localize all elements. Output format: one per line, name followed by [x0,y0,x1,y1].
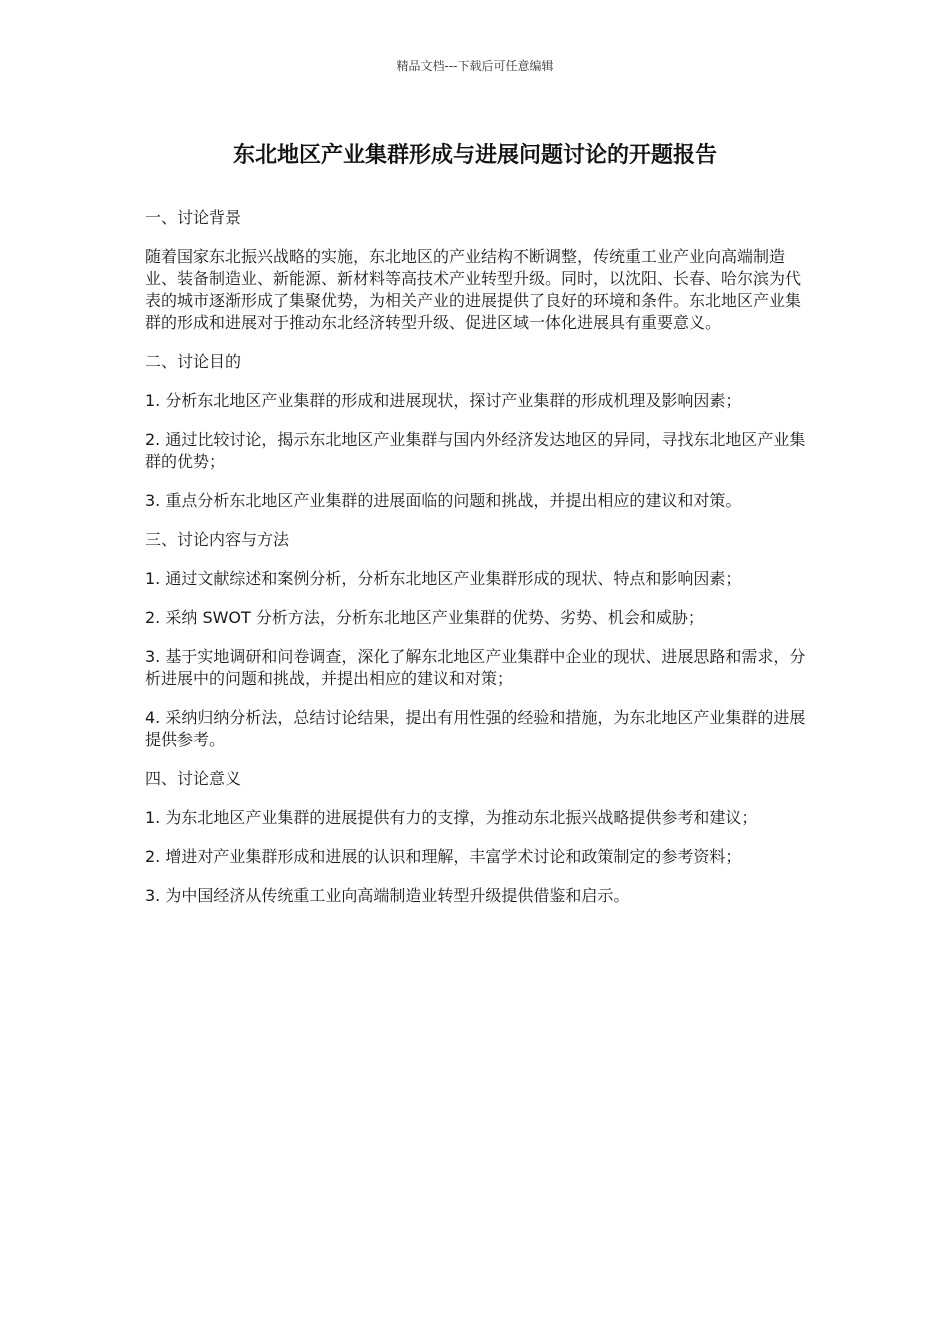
section-heading-methods: 三、讨论内容与方法 [145,530,290,549]
document-body [145,207,810,924]
paragraph-significance-3: 3. 为中国经济从传统重工业向高端制造业转型升级提供借鉴和启示。 [145,886,630,905]
paragraph-purpose-2: 2. 通过比较讨论，揭示东北地区产业集群与国内外经济发达地区的异同，寻找东北地区产业集群的优势； [145,430,806,471]
section-heading-purpose: 二、讨论目的 [145,352,242,371]
document-title: 东北地区产业集群形成与进展问题讨论的开题报告 [232,143,717,168]
paragraph-methods-3: 3. 基于实地调研和问卷调查，深化了解东北地区产业集群中企业的现状、进展思路和需求，分析进展中的问题和挑战，并提出相应的建议和对策； [145,647,806,688]
paragraph-methods-2: 2. 采纳 SWOT 分析方法，分析东北地区产业集群的优势、劣势、机会和威胁； [145,608,704,627]
paragraph-purpose-1: 1. 分析东北地区产业集群的形成和进展现状，探讨产业集群的形成机理及影响因素； [145,391,742,410]
paragraph-background: 随着国家东北振兴战略的实施，东北地区的产业结构不断调整，传统重工业产业向高端制造业、装备制造业、新能源、新材料等高技术产业转型升级。同时，以沈阳、长春、哈尔滨为代表的城市逐渐形成了集聚优势，为相关产业的进展提供了良好的环境和条件。东北地区产业集群的形成和进展对于推动东北经济转型升级、促进区域一体化进展具有重要意义。 [145,247,802,332]
section-heading-significance: 四、讨论意义 [145,769,242,788]
paragraph-methods-1: 1. 通过文献综述和案例分析，分析东北地区产业集群形成的现状、特点和影响因素； [145,569,742,588]
paragraph-significance-1: 1. 为东北地区产业集群的进展提供有力的支撑，为推动东北振兴战略提供参考和建议； [145,808,758,827]
paragraph-purpose-3: 3. 重点分析东北地区产业集群的进展面临的问题和挑战，并提出相应的建议和对策。 [145,491,742,510]
header-note: 精品文档---下载后可任意编辑 [396,59,554,73]
paragraph-significance-2: 2. 增进对产业集群形成和进展的认识和理解，丰富学术讨论和政策制定的参考资料； [145,847,742,866]
paragraph-methods-4: 4. 采纳归纳分析法，总结讨论结果，提出有用性强的经验和措施，为东北地区产业集群的进展提供参考。 [145,708,806,749]
section-heading-background: 一、讨论背景 [145,208,242,227]
